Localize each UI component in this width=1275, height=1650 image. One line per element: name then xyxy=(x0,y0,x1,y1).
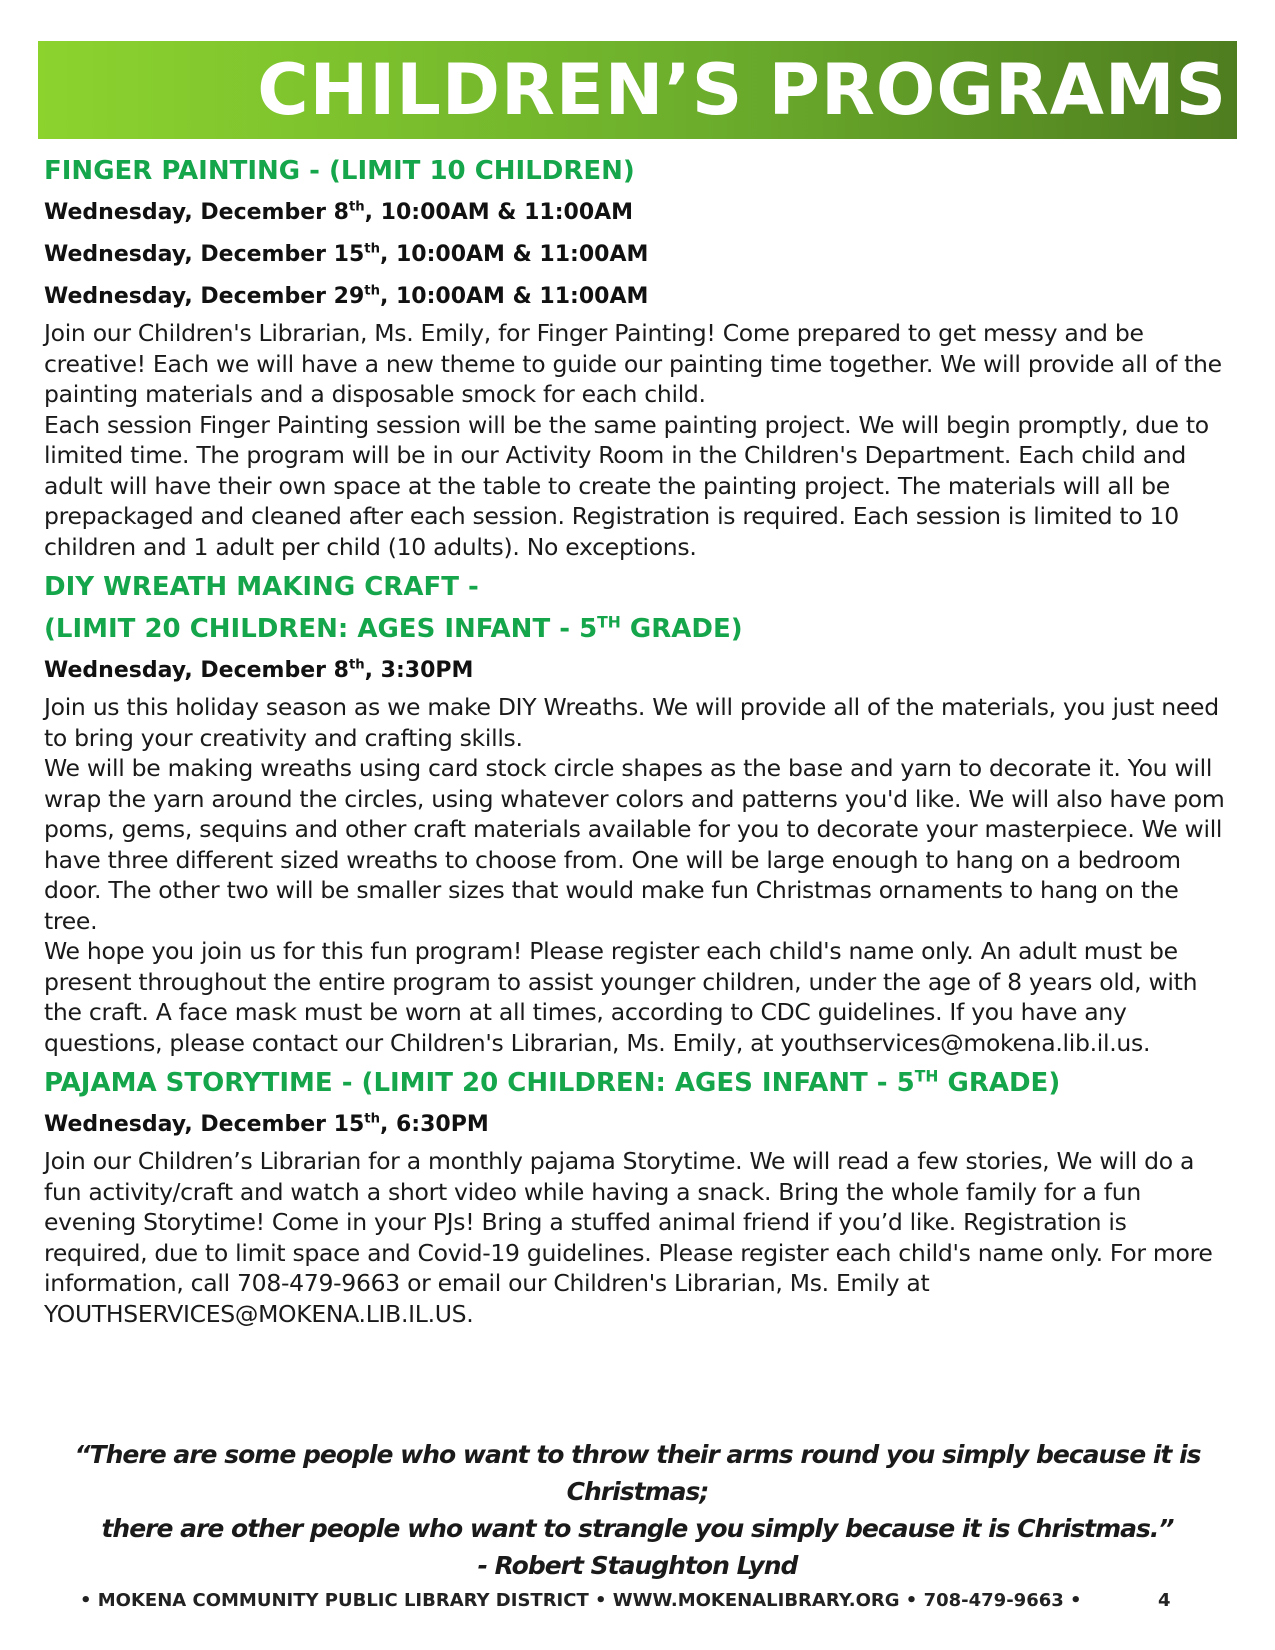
wreath-description xyxy=(44,692,1234,1058)
quote-line: “There are some people who want to throw their arms round you simply because it is Christmas; xyxy=(74,1440,1201,1506)
footer-info: • MOKENA COMMUNITY PUBLIC LIBRARY DISTRICT • WWW.MOKENALIBRARY.ORG • 708-479-9663 • xyxy=(80,1590,1082,1611)
wreath-section xyxy=(44,566,1234,1058)
pajama-heading: PAJAMA STORYTIME - (LIMIT 20 CHILDREN: AGES INFANT - 5TH GRADE) xyxy=(44,1067,1061,1098)
wreath-heading-line2: (LIMIT 20 CHILDREN: AGES INFANT - 5TH GRADE) xyxy=(44,613,743,644)
paragraph: Each session Finger Painting session will be the same painting project. We will begin promptly, due to limited time. The program will be in our Activity Room in the Children's Department. Each child and adult will have their own space at the table to create the painting project. The materials will all be prepackaged and cleaned after each session. Registration is required. Each session is limited to 10 children and 1 adult per child (10 adults). No exceptions. xyxy=(44,410,1209,561)
finger-painting-description xyxy=(44,318,1234,562)
finger-painting-heading: FINGER PAINTING - (LIMIT 10 CHILDREN) xyxy=(44,156,635,186)
event-date: Wednesday, December 8th, 10:00AM & 11:00AM xyxy=(44,199,634,225)
page-title: CHILDREN’S PROGRAMS xyxy=(257,49,1227,131)
quote-line: there are other people who want to strangle you simply because it is Christmas.” xyxy=(101,1514,1174,1543)
paragraph: We hope you join us for this fun program! Please register each child's name only. An adult must be present throughout the entire program to assist younger children, under the age of 8 years old, with the craft. A face mask must be worn at all times, according to CDC guidelines. If you have any questions, please contact our Children's Librarian, Ms. Emily, at youthservices@mokena.lib.il.us. xyxy=(44,937,1198,1057)
page-number: 4 xyxy=(1158,1590,1171,1611)
wreath-heading-line1: DIY WREATH MAKING CRAFT - xyxy=(44,572,479,602)
paragraph: Join us this holiday season as we make DIY Wreaths. We will provide all of the materials, you just need to bring your creativity and crafting skills. xyxy=(44,693,1219,752)
pajama-description xyxy=(44,1146,1234,1329)
event-date: Wednesday, December 15th, 10:00AM & 11:00AM xyxy=(44,241,649,267)
main-content xyxy=(44,150,1234,1329)
event-date: Wednesday, December 29th, 10:00AM & 11:00AM xyxy=(44,283,649,309)
pajama-storytime-section xyxy=(44,1062,1234,1329)
christmas-quote xyxy=(40,1436,1235,1584)
paragraph: Join our Children's Librarian, Ms. Emily, for Finger Painting! Come prepared to get messy and be creative! Each we will have a new theme to guide our painting time together. We will provide all of the painting materials and a disposable smock for each child. xyxy=(44,319,1222,408)
finger-painting-section xyxy=(44,150,1234,562)
paragraph: Join our Children’s Librarian for a monthly pajama Storytime. We will read a few stories, We will do a fun activity/craft and watch a short video while having a snack. Bring the whole family for a fun evening Storytime! Come in your PJs! Bring a stuffed animal friend if you’d like. Registration is required, due to limit space and Covid-19 guidelines. Please register each child's name only. For more information, call 708-479-9663 or email our Children's Librarian, Ms. Emily at YOUTHSERVICES@MOKENA.LIB.IL.US. xyxy=(44,1147,1213,1328)
event-date: Wednesday, December 15th, 6:30PM xyxy=(44,1111,489,1137)
paragraph: We will be making wreaths using card stock circle shapes as the base and yarn to decorate it. You will wrap the yarn around the circles, using whatever colors and patterns you'd like. We will also have pom poms, gems, sequins and other craft materials available for you to decorate your masterpiece. We will have three different sized wreaths to choose from. One will be large enough to hang on a bedroom door. The other two will be smaller sizes that would make fun Christmas ornaments to hang on the tree. xyxy=(44,754,1225,935)
page-banner xyxy=(38,41,1237,139)
quote-author: - Robert Staughton Lynd xyxy=(477,1551,798,1580)
event-date: Wednesday, December 8th, 3:30PM xyxy=(44,657,474,683)
